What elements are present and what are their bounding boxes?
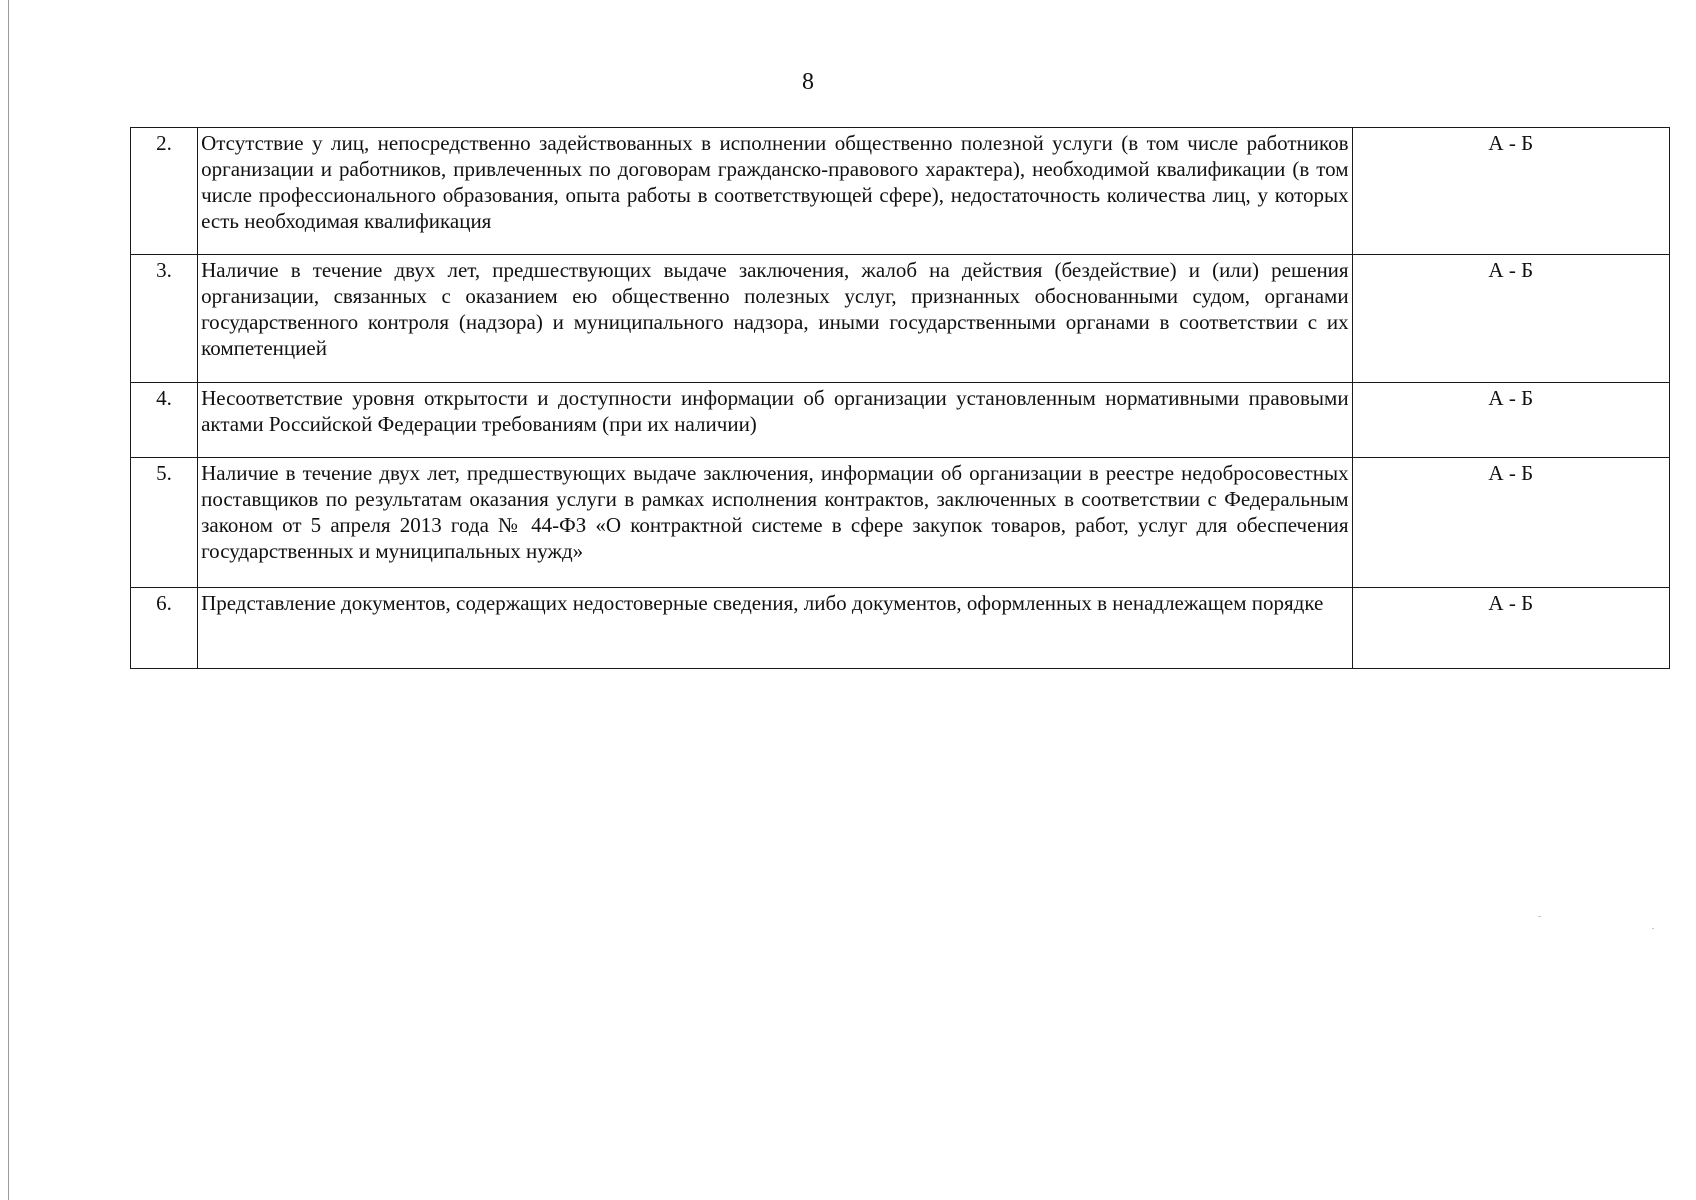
row-number: 5. (131, 458, 198, 588)
table-row (131, 458, 1670, 588)
table-row (131, 383, 1670, 458)
table-row (131, 128, 1670, 255)
page-number: 8 (802, 69, 814, 95)
row-description: Наличие в течение двух лет, предшествующих выдаче заключения, жалоб на действия (бездействие) и (или) решения организации, связанных с оказанием ею общественно полезных услуг, признанных обоснованными судом, органами государственного контроля (надзора) и муниципального надзора, иными государственными органами в соответствии с их компетенцией (198, 255, 1353, 383)
row-grade: А - Б (1352, 128, 1669, 255)
row-description: Отсутствие у лиц, непосредственно задействованных в исполнении общественно полезной услуги (в том числе работников организации и работников, привлеченных по договорам гражданско-правового характера), необходимой квалификации (в том числе профессионального образования, опыта работы в соответствующей сфере), недостаточность количества лиц, у которых есть необходимая квалификация (198, 128, 1353, 255)
scan-speck (1538, 916, 1541, 917)
row-number: 2. (131, 128, 198, 255)
row-grade: А - Б (1352, 255, 1669, 383)
criteria-table (130, 127, 1670, 669)
row-number: 3. (131, 255, 198, 383)
table-row (131, 588, 1670, 669)
table-row (131, 255, 1670, 383)
row-description: Наличие в течение двух лет, предшествующих выдаче заключения, информации об организации в реестре недобросовестных поставщиков по результатам оказания услуги в рамках исполнения контрактов, заключенных в соответствии с Федеральным законом от 5 апреля 2013 года № 44-ФЗ «О контрактной системе в сфере закупок товаров, работ, услуг для обеспечения государственных и муниципальных нужд» (198, 458, 1353, 588)
row-number: 6. (131, 588, 198, 669)
row-grade: А - Б (1352, 458, 1669, 588)
scan-edge-line (8, 0, 9, 1200)
row-description: Представление документов, содержащих недостоверные сведения, либо документов, оформленных в ненадлежащем порядке (198, 588, 1353, 669)
scan-speck (1652, 928, 1654, 929)
row-grade: А - Б (1352, 383, 1669, 458)
row-number: 4. (131, 383, 198, 458)
row-description: Несоответствие уровня открытости и доступности информации об организации установленным нормативными правовыми актами Российской Федерации требованиям (при их наличии) (198, 383, 1353, 458)
row-grade: А - Б (1352, 588, 1669, 669)
